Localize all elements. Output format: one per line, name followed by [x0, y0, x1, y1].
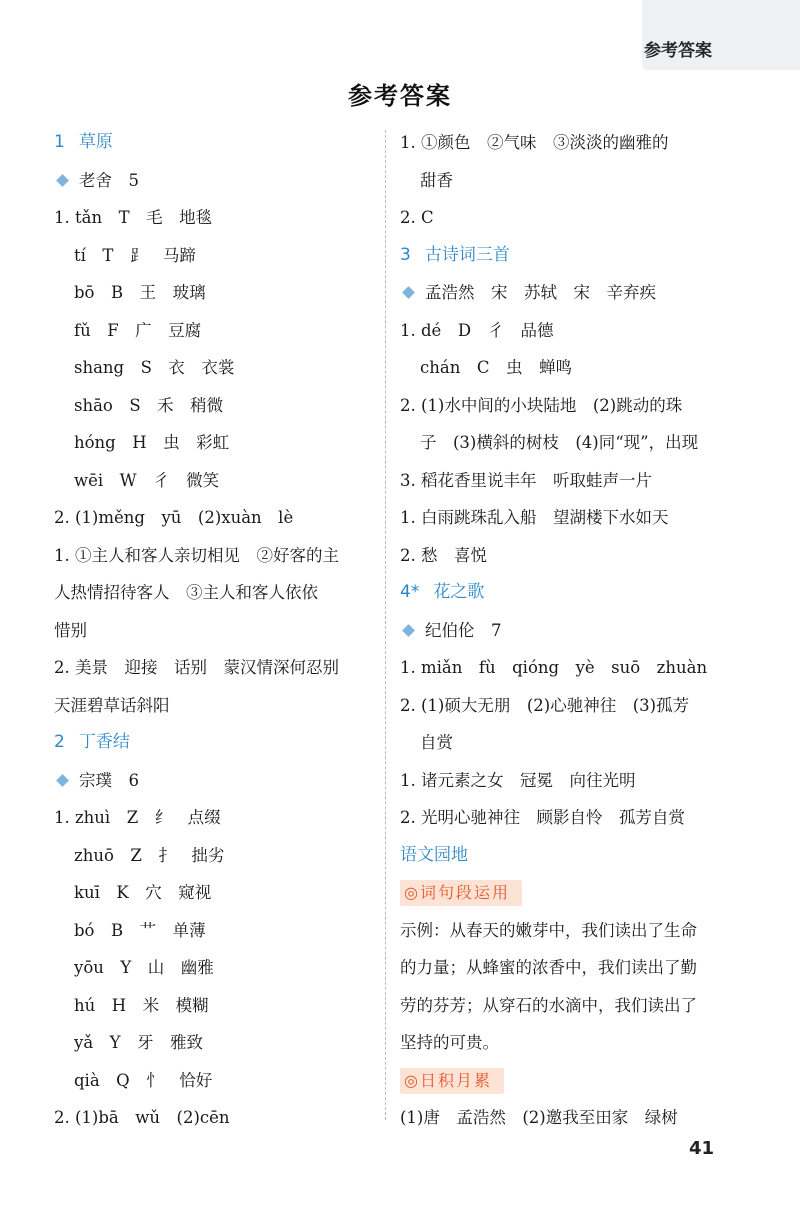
answer-line: 惜别	[54, 620, 87, 640]
answer-line: 1. ①颜色 ②气味 ③淡淡的幽雅的	[400, 133, 669, 152]
section-heading	[54, 124, 376, 162]
answer-line: (1)唐 孟浩然 (2)邀我至田家 绿树	[400, 1108, 678, 1127]
answer-line: 2. 光明心驰神往 顾影自怜 孤芳自赏	[400, 808, 685, 827]
answer-line: 2. 美景 迎接 话别 蒙汉情深何忍别	[54, 658, 339, 677]
answer-line: 人热情招待客人 ③主人和客人依依	[54, 583, 318, 602]
answer-line: 1. 白雨跳珠乱入船 望湖楼下水如天	[400, 508, 669, 527]
answer-line: 1. dé D 彳 品德	[400, 320, 554, 340]
answer-line: fǔ F 广 豆腐	[74, 320, 202, 340]
page-number: 41	[688, 1138, 714, 1159]
section-number: 4*	[400, 582, 420, 602]
answer-line: 2. (1)水中间的小块陆地 (2)跳动的珠	[400, 395, 683, 415]
answer-line: 自赏	[420, 733, 453, 752]
answer-line: 1. 诸元素之女 冠冕 向往光明	[400, 770, 636, 790]
left-column	[54, 124, 376, 1137]
section-heading	[54, 724, 376, 762]
answer-line: tí T ⻊ 马蹄	[74, 245, 196, 265]
answer-line: 坚持的可贵。	[400, 1033, 499, 1052]
answer-line: shang S 衣 衣裳	[74, 358, 235, 377]
author-line: 孟浩然 宋 苏轼 宋 辛弃疾	[400, 274, 720, 312]
answer-line: 甜香	[420, 170, 453, 190]
answer-line: 2. C	[400, 208, 434, 227]
answer-line: 1. miǎn fù qióng yè suō zhuàn	[400, 658, 708, 677]
page-title: 参考答案	[348, 82, 452, 110]
answer-line: 示例：从春天的嫩芽中，我们读出了生命	[400, 920, 697, 940]
section-heading	[400, 237, 720, 275]
answer-line: 2. (1)měng yū (2)xuàn lè	[54, 508, 294, 527]
section-number: 2	[54, 732, 65, 752]
answer-line: 的力量；从蜂蜜的浓香中，我们读出了勤	[400, 958, 697, 977]
subsection-label: ◎词句段运用	[400, 880, 522, 906]
author-line: 宗璞 6	[54, 762, 376, 800]
section-heading	[400, 574, 720, 612]
column-divider	[385, 130, 386, 1120]
author-line: 老舍 5	[54, 162, 376, 200]
section-title: 古诗词三首	[424, 244, 510, 265]
answer-line: 天涯碧草话斜阳	[54, 695, 170, 715]
subsection-heading	[400, 1062, 720, 1100]
answer-line: hóng H 虫 彩虹	[74, 433, 230, 452]
answer-line: 1. ①主人和客人亲切相见 ②好客的主	[54, 545, 339, 565]
answer-line: bō B 王 玻璃	[74, 283, 206, 302]
answer-line: 3. 稻花香里说丰年 听取蛙声一片	[400, 470, 652, 490]
section-title: 丁香结	[78, 732, 130, 752]
right-column	[400, 124, 720, 1137]
answer-line: wēi W 彳 微笑	[74, 470, 220, 490]
header-label: 参考答案	[644, 41, 712, 61]
answer-line: zhuō Z 扌 拙劣	[74, 845, 225, 865]
answer-line: qià Q 忄 恰好	[74, 1070, 213, 1090]
answer-line: 1. zhuì Z 纟 点缀	[54, 808, 221, 827]
section-number: 3	[400, 244, 411, 265]
answer-line: 2. (1)硕大无朋 (2)心驰神往 (3)孤芳	[400, 695, 690, 715]
section-number: 1	[54, 132, 65, 152]
subsection-heading	[400, 874, 720, 912]
answer-line: yǎ Y 牙 雅致	[74, 1033, 204, 1052]
answer-line: kuī K 穴 窥视	[74, 883, 212, 902]
answer-line: 劳的芬芳；从穿石的水滴中，我们读出了	[400, 995, 697, 1015]
answer-line: hú H 米 模糊	[74, 995, 209, 1015]
answer-line: bó B 艹 单薄	[74, 920, 206, 940]
answer-line: 2. (1)bā wǔ (2)cēn	[54, 1108, 230, 1127]
answer-line: yōu Y 山 幽雅	[74, 958, 214, 977]
section-title: 草原	[78, 132, 113, 152]
answer-line: 2. 愁 喜悦	[400, 545, 487, 565]
answer-line: chán C 虫 蝉鸣	[420, 358, 572, 377]
author-line: 纪伯伦 7	[400, 612, 720, 650]
answer-line: 1. tǎn T 毛 地毯	[54, 208, 213, 227]
subsection-label: ◎日积月累	[400, 1068, 504, 1094]
answer-line: shāo S 禾 稍微	[74, 395, 224, 415]
answer-line: 子 (3)横斜的树枝 (4)同“现”，出现	[420, 433, 699, 452]
section-heading: 语文园地	[400, 844, 468, 865]
section-title: 花之歌	[433, 582, 485, 602]
